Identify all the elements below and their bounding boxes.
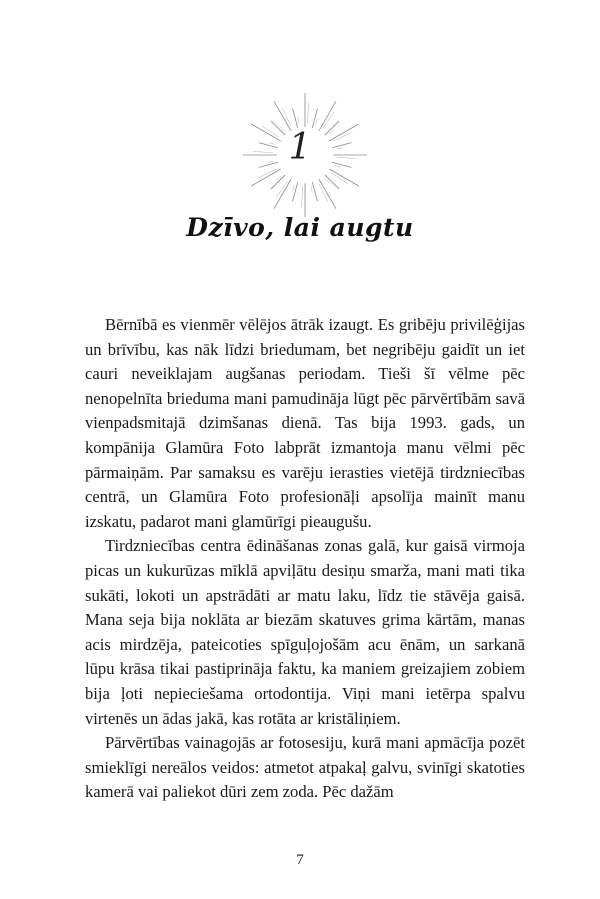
paragraph: Pārvērtības vainagojās ar fotosesiju, kurā mani apmācīja pozēt smieklīgi nereālos veidos: atmetot atpakaļ galvu, svinīgi skatoties kamerā vai paliekot dūri zem zoda. Pēc dažām [85,733,525,802]
ornament-ray [293,109,298,128]
ornament-ray [325,175,339,189]
ornament-ray [301,187,302,207]
ornament-ray [293,182,298,201]
ornament-ray [293,185,295,191]
chapter-number: 1 [288,127,312,168]
chapter-title: Dzīvo, lai augtu [186,213,414,242]
page-number: 7 [296,852,304,868]
paragraph: Tirdzniecības centra ēdināšanas zonas galā, kur gaisā virmoja picas un kukurūzas mīklā apviļātu desiņu smarža, mani mati tika sukāti, lokoti un apstrādāti ar matu laku, līdz tie stāvēja gaisā. Mana seja bija noklāta ar biezām skatuves grima kārtām, manas acis mirdzēja, pateicoties spīguļojošām acu ēnām, un sarkanā lūpu krāsa tikai pastiprināja faktu, ka maniem greizajiem zobiem bija ļoti nepieciešama ortodontija. Viņi mani ietērpa spalvu virtenēs un ādas jakā, kas rotāta ar kristāliņiem. [85,536,525,728]
ornament-ray [271,175,285,189]
ornament-ray [315,119,317,125]
ornament-ray [311,186,312,192]
ornament-ray [312,182,317,201]
chapter-body [85,313,525,805]
ornament-ray [312,109,317,128]
ornament-ray [298,118,299,124]
ornament-ray [307,103,308,123]
paragraph: Bērnībā es vienmēr vēlējos ātrāk izaugt. Es gribēju privilēģijas un brīvību, kas nāk līdzi briedumam, bet negribēju gaidīt un iet cauri neveiklajam augšanas periodam. Tieši šī vēlme pēc nenopelnīta brieduma mani pamudināja lūgt pēc pārvērtībām savā vienpadsmitajā dzimšanas dienā. Tas bija 1993. gads, un kompānija Glamūra Foto labprāt izmantoja manu vēlmi pēc pārmaiņām. Par samaksu es varēju ierasties vietējā tirdzniecības centrā, un Glamūra Foto profesionāļi apsolīja mainīt manu izskatu, padarot mani glamūrīgi pieaugušu. [85,315,525,531]
